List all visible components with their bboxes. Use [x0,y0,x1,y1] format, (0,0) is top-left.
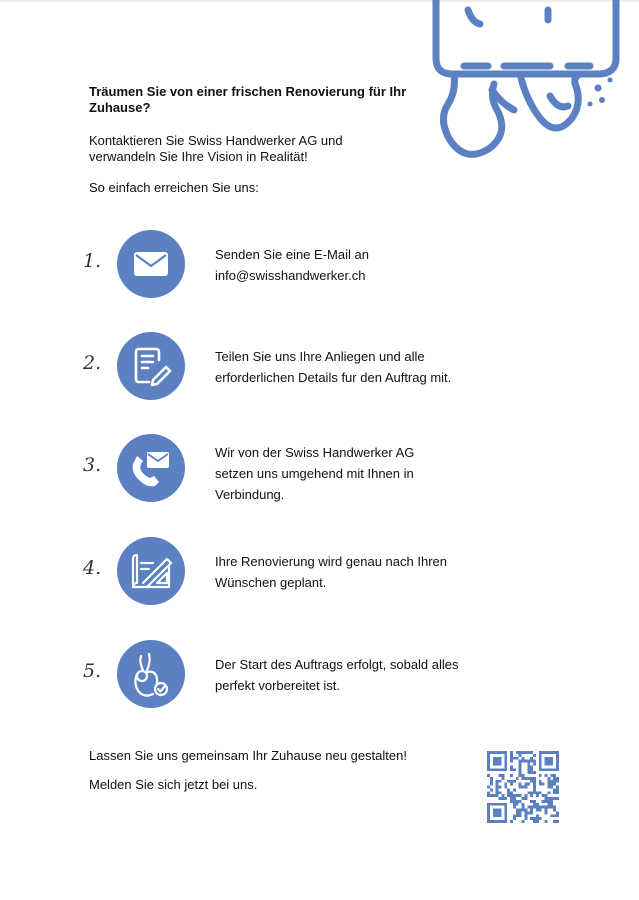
closing-text [89,748,449,806]
step-number: 3. [83,454,102,476]
step-1 [0,230,639,300]
step-number: 5. [83,660,102,682]
step-text [215,346,515,388]
step-line-1: Der Start des Auftrags erfolgt, sobald alles [215,657,459,672]
step-text [215,244,515,286]
step-line-1: Teilen Sie uns Ihre Anliegen und alle [215,349,425,364]
lead-text: So einfach erreichen Sie uns: [89,180,259,195]
ok-hand-icon [117,640,185,708]
step-5 [0,640,639,710]
paint-drip-illustration [430,0,639,172]
page-heading: Träumen Sie von einer frischen Renovierung für Ihr Zuhause? [89,84,407,115]
step-line-1: Ihre Renovierung wird genau nach Ihren [215,554,447,569]
step-text [215,551,515,593]
qr-code[interactable] [487,751,559,823]
step-text [215,442,515,505]
email-address[interactable]: info@swisshandwerker.ch [215,268,366,283]
step-number: 2. [83,352,102,374]
step-line-2: perfekt vorbereitet ist. [215,678,340,693]
phone-mail-icon [117,434,185,502]
step-number: 1. [83,250,102,272]
closing-line-2: Melden Sie sich jetzt bei uns. [89,777,258,792]
step-line-2: erforderlichen Details fur den Auftrag mit. [215,370,452,385]
step-line-1: Senden Sie eine E-Mail an [215,247,369,262]
step-4 [0,537,639,607]
step-line-3: Verbindung. [215,487,285,502]
step-line-1: Wir von der Swiss Handwerker AG [215,445,415,460]
document-edit-icon [117,332,185,400]
intro-text: Kontaktieren Sie Swiss Handwerker AG und verwandeln Sie Ihre Vision in Realität! [89,133,343,164]
step-number: 4. [83,557,102,579]
step-line-2: Wünschen geplant. [215,575,327,590]
step-3 [0,434,639,504]
envelope-icon [117,230,185,298]
blueprint-pencil-icon [117,537,185,605]
closing-line-1: Lassen Sie uns gemeinsam Ihr Zuhause neu gestalten! [89,748,407,763]
step-2 [0,332,639,402]
step-text [215,654,515,696]
step-line-2: setzen uns umgehend mit Ihnen in [215,466,414,481]
